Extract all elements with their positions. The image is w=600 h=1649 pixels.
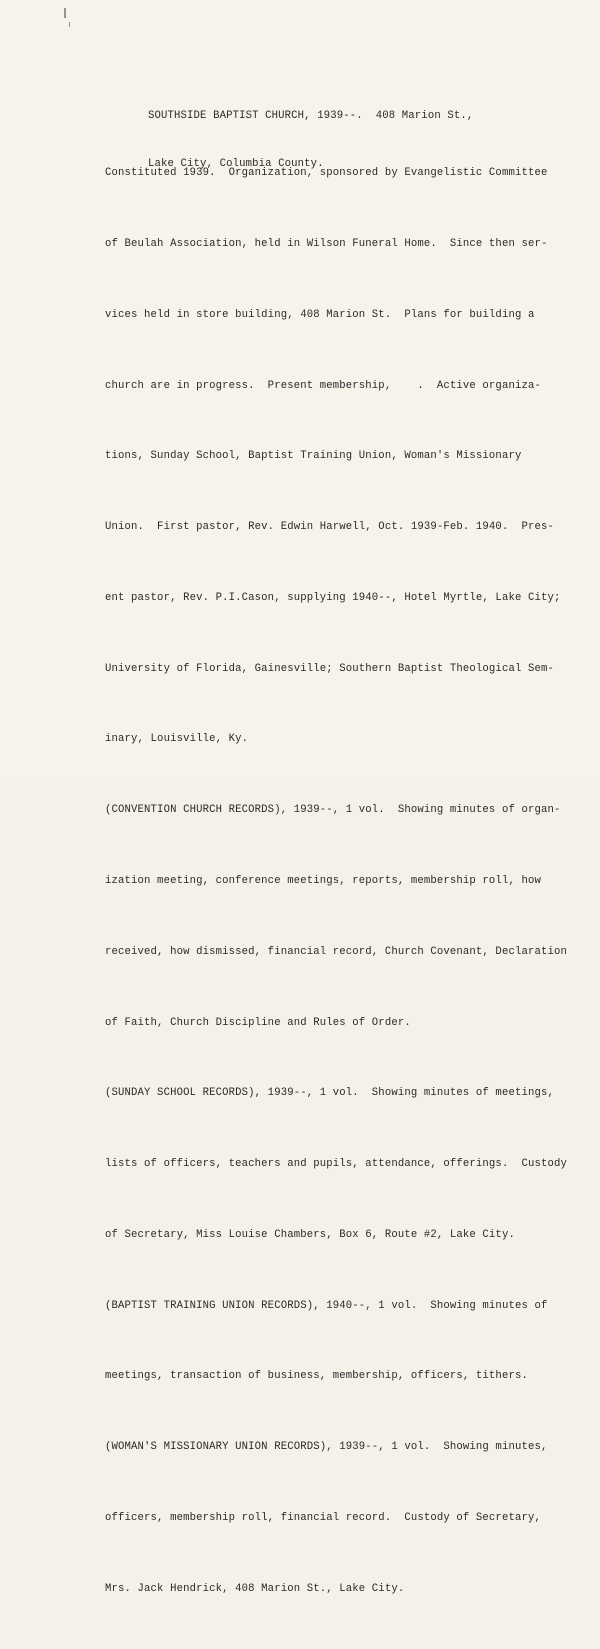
body-line: inary, Louisville, Ky.: [105, 733, 249, 746]
body-line: (BAPTIST TRAINING UNION RECORDS), 1940--, 1 vol. Showing minutes of: [105, 1299, 548, 1312]
heading-line-1: SOUTHSIDE BAPTIST CHURCH, 1939--. 408 Marion St.,: [148, 110, 474, 122]
body-line: lists of officers, teachers and pupils, attendance, offerings. Custody: [105, 1158, 568, 1171]
body-line: meetings, transaction of business, membership, officers, tithers.: [105, 1370, 528, 1383]
body-line: vices held in store building, 408 Marion St. Plans for building a: [105, 308, 535, 321]
heading-line-2: Lake City, Columbia County.: [148, 158, 324, 170]
body-line: University of Florida, Gainesville; Southern Baptist Theological Sem-: [105, 662, 555, 675]
body-line: Union. First pastor, Rev. Edwin Harwell, Oct. 1939-Feb. 1940. Pres-: [105, 521, 555, 534]
body-line: ization meeting, conference meetings, reports, membership roll, how: [105, 875, 541, 887]
pencil-mark-top-2: [69, 22, 70, 27]
pencil-mark-top: [64, 8, 66, 18]
body-line: (SUNDAY SCHOOL RECORDS), 1939--, 1 vol. Showing minutes of meetings,: [105, 1087, 555, 1100]
document-body: [105, 115, 567, 1649]
body-line: (WOMAN'S MISSIONARY UNION RECORDS), 1939--, 1 vol. Showing minutes,: [105, 1441, 548, 1454]
body-line: Mrs. Jack Hendrick, 408 Marion St., Lake City.: [105, 1582, 405, 1595]
body-line: received, how dismissed, financial record, Church Covenant, Declaration: [105, 945, 568, 958]
body-line: officers, membership roll, financial record. Custody of Secretary,: [105, 1512, 541, 1525]
body-line: church are in progress. Present membership, . Active organiza-: [105, 379, 541, 392]
body-line: tions, Sunday School, Baptist Training Union, Woman's Missionary: [105, 450, 522, 463]
body-line: Constituted 1939. Organization, sponsored by Evangelistic Committee: [105, 167, 548, 180]
body-line: ent pastor, Rev. P.I.Cason, supplying 1940--, Hotel Myrtle, Lake City;: [105, 591, 561, 604]
body-line: (CONVENTION CHURCH RECORDS), 1939--, 1 vol. Showing minutes of organ-: [105, 804, 561, 817]
body-line: of Secretary, Miss Louise Chambers, Box 6, Route #2, Lake City.: [105, 1228, 515, 1241]
body-line: of Beulah Association, held in Wilson Funeral Home. Since then ser-: [105, 237, 548, 250]
body-line: of Faith, Church Discipline and Rules of Order.: [105, 1016, 411, 1029]
